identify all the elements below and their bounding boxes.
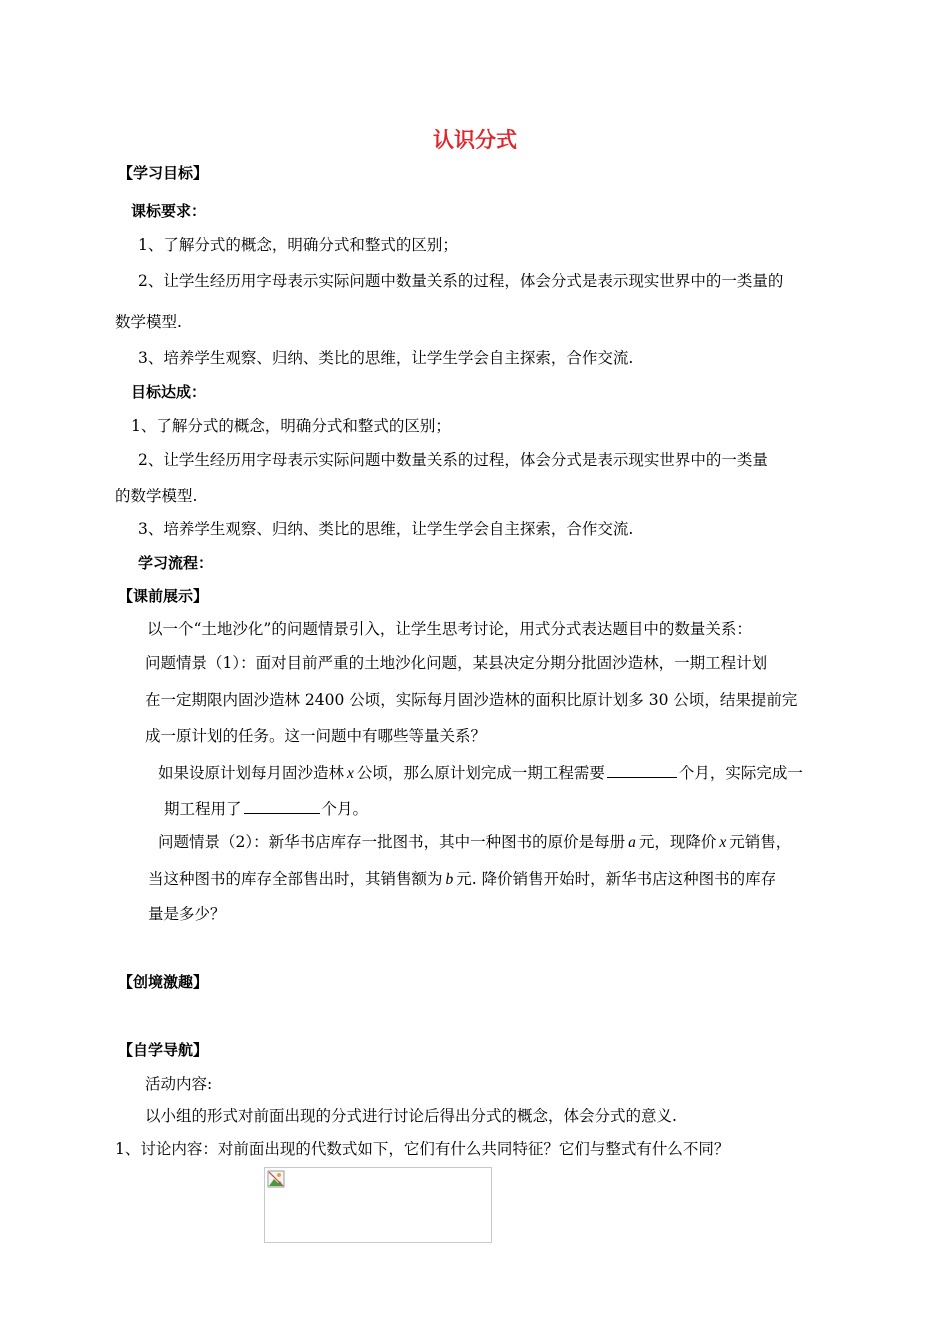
std-item-2: 2、让学生经历用字母表示实际问题中数量关系的过程，体会分式是表示现实世界中的一类量的 (138, 272, 784, 290)
s2-text-d: 当这种图书的库存全部售出时，其销售额为 (148, 870, 443, 888)
q1-text-c: 个月，实际完成一 (678, 764, 803, 782)
question1-line (158, 762, 803, 784)
activity-label: 活动内容: (145, 1075, 213, 1093)
activity-text: 以小组的形式对前面出现的分式进行讨论后得出分式的概念，体会分式的意义. (145, 1107, 677, 1125)
var-a: a (628, 834, 636, 851)
q1-text-b: 公顷，那么原计划完成一期工程需要 (356, 764, 605, 782)
target-item-2-cont: 的数学模型. (115, 487, 198, 505)
std-item-1: 1、了解分式的概念，明确分式和整式的区别； (138, 236, 458, 254)
std-item-2-cont: 数学模型. (115, 313, 182, 331)
broken-image-icon (267, 1170, 285, 1188)
target-item-1: 1、了解分式的概念，明确分式和整式的区别； (131, 417, 451, 435)
page-title: 认识分式 (433, 128, 517, 152)
s2-text-e: 元. 降价销售开始时，新华书店这种图书的库存 (456, 870, 777, 888)
answer-blank-planned[interactable] (607, 762, 677, 778)
broken-image-placeholder (264, 1167, 492, 1243)
discussion-line: 1、讨论内容：对前面出现的代数式如下，它们有什么共同特征？它们与整式有什么不同？ (115, 1140, 730, 1158)
var-b: b (445, 871, 454, 888)
var-x2: x (719, 834, 727, 851)
q2-text-a: 期工程用了 (164, 800, 242, 818)
s2-text-c: 元销售， (729, 833, 792, 851)
std-item-3: 3、培养学生观察、归纳、类比的思维，让学生学会自主探索，合作交流. (138, 349, 634, 367)
scenario2-line1 (158, 832, 791, 853)
target-item-2: 2、让学生经历用字母表示实际问题中数量关系的过程，体会分式是表示现实世界中的一类量 (138, 451, 768, 469)
s2-text-a: 问题情景（2）：新华书店库存一批图书，其中一种图书的原价是每册 (158, 833, 626, 851)
s2-text-b: 元，现降价 (638, 833, 717, 851)
preclass-intro: 以一个“土地沙化”的问题情景引入，让学生思考讨论，用式分式表达题目中的数量关系： (147, 620, 752, 638)
scenario1-line1: 问题情景（1）：面对目前严重的土地沙化问题，某县决定分期分批固沙造林，一期工程计划 (145, 654, 768, 672)
selfstudy-heading: 【自学导航】 (118, 1041, 209, 1059)
flow-heading: 学习流程： (138, 554, 214, 572)
scenario2-line3: 量是多少？ (148, 905, 226, 923)
scenario1-line2: 在一定期限内固沙造林 2400 公顷，实际每月固沙造林的面积比原计划多 30 公顷，结果提前完 (145, 691, 798, 709)
var-x: x (347, 765, 354, 782)
target-heading: 目标达成： (131, 383, 207, 401)
standard-requirements-heading: 课标要求： (131, 202, 207, 220)
preclass-heading: 【课前展示】 (118, 587, 209, 605)
goals-heading: 【学习目标】 (118, 164, 209, 182)
scenario2-line2 (148, 869, 776, 890)
context-heading: 【创境激趣】 (118, 973, 209, 991)
question2-line (164, 798, 368, 819)
scenario1-line3: 成一原计划的任务。这一问题中有哪些等量关系？ (145, 727, 487, 745)
answer-blank-actual[interactable] (244, 798, 320, 814)
q1-text-a: 如果设原计划每月固沙造林 (158, 764, 345, 782)
q2-text-b: 个月。 (321, 800, 369, 818)
target-item-3: 3、培养学生观察、归纳、类比的思维，让学生学会自主探索，合作交流. (138, 520, 634, 538)
